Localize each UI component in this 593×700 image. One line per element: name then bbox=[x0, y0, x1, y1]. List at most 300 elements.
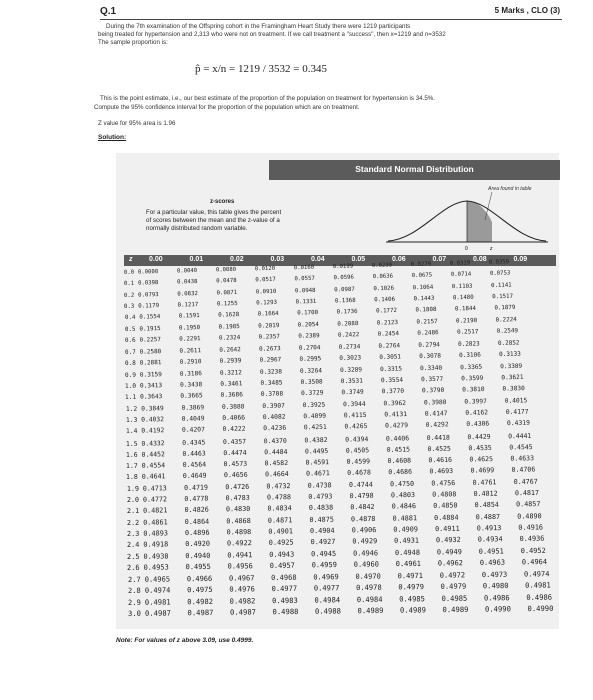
table-cell: 0.4573 bbox=[223, 459, 248, 469]
table-cell: 0.4896 bbox=[184, 528, 210, 537]
table-cell: 0.0319 bbox=[449, 260, 471, 267]
row-z-value: 2.2 bbox=[126, 518, 140, 527]
table-cell: 0.4979 bbox=[440, 581, 466, 592]
row-z-value: 2.3 bbox=[126, 529, 140, 538]
row-z-value: 1.2 bbox=[125, 405, 137, 413]
table-cell: 0.1293 bbox=[256, 299, 278, 307]
table-cell: 0.4817 bbox=[514, 488, 539, 498]
table-cell: 0.4761 bbox=[472, 478, 497, 487]
table-cell: 0.4222 bbox=[222, 425, 246, 434]
table-cell: 0.4987 bbox=[187, 607, 214, 618]
table-cell: 0.2486 bbox=[417, 330, 439, 337]
table-cell: 0.4821 bbox=[142, 506, 168, 516]
proportion-formula: p̂ = x/n = 1219 / 3532 = 0.345 bbox=[195, 63, 327, 75]
table-cell: 0.4671 bbox=[306, 469, 331, 479]
table-note: Note: For values of z above 3.09, use 0.4999. bbox=[116, 637, 254, 644]
table-cell: 0.1406 bbox=[374, 296, 396, 304]
table-cell: 0.4977 bbox=[313, 583, 340, 593]
table-cell: 0.4162 bbox=[464, 409, 488, 417]
table-cell: 0.4236 bbox=[263, 424, 287, 433]
row-z-value: 2.1 bbox=[126, 507, 139, 516]
table-cell: 0.4890 bbox=[517, 511, 542, 521]
table-cell: 0.4966 bbox=[186, 573, 212, 584]
table-cell: 0.4989 bbox=[442, 604, 469, 615]
table-cell: 0.4976 bbox=[228, 584, 255, 595]
table-cell: 0.4641 bbox=[142, 472, 166, 482]
table-cell: 0.4803 bbox=[390, 490, 415, 500]
table-cell: 0.1950 bbox=[178, 324, 200, 332]
table-cell: 0.2734 bbox=[338, 343, 361, 351]
table-cell: 0.1879 bbox=[493, 305, 515, 312]
table-cell: 0.3051 bbox=[379, 353, 402, 362]
table-cell: 0.4875 bbox=[309, 515, 334, 524]
row-z-value: 0.1 bbox=[124, 281, 135, 288]
table-cell: 0.3365 bbox=[460, 363, 483, 371]
table-cell: 0.4382 bbox=[304, 435, 328, 444]
table-cell: 0.4357 bbox=[222, 437, 247, 446]
table-cell: 0.4418 bbox=[426, 433, 450, 442]
table-cell: 0.3212 bbox=[220, 368, 243, 377]
table-cell: 0.4664 bbox=[265, 470, 290, 479]
table-cell: 0.4985 bbox=[441, 593, 468, 603]
table-cell: 0.4812 bbox=[473, 489, 498, 498]
table-cell: 0.4525 bbox=[427, 444, 452, 453]
table-cell: 0.4949 bbox=[437, 547, 463, 556]
table-cell: 0.2910 bbox=[179, 358, 202, 367]
table-cell: 0.4965 bbox=[144, 574, 170, 584]
table-cell: 0.1628 bbox=[217, 312, 239, 319]
table-cell: 0.4946 bbox=[353, 548, 379, 558]
table-cell: 0.4973 bbox=[481, 569, 507, 580]
normal-curve-figure bbox=[380, 190, 555, 252]
table-cell: 0.2088 bbox=[336, 320, 359, 328]
table-cell: 0.3708 bbox=[261, 390, 284, 399]
row-z-value: 2.7 bbox=[127, 574, 141, 585]
table-cell: 0.4633 bbox=[510, 454, 535, 463]
table-cell: 0.4772 bbox=[142, 495, 167, 504]
table-cell: 0.4936 bbox=[519, 534, 545, 544]
row-z-value: 3.0 bbox=[127, 608, 142, 618]
row-z-value: 2.6 bbox=[127, 563, 141, 572]
table-cell: 0.4429 bbox=[467, 432, 491, 441]
question-number: Q.1 bbox=[100, 6, 117, 17]
table-cell: 0.4990 bbox=[527, 603, 554, 614]
table-cell: 0.4951 bbox=[479, 546, 505, 556]
table-cell: 0.4986 bbox=[483, 592, 510, 603]
table-description: For a particular value, this table gives the percent of scores between the mean and the z-value of a normally distributed random variable. bbox=[146, 209, 282, 232]
table-cell: 0.4990 bbox=[484, 604, 511, 614]
z-scores-label: z-scores bbox=[210, 199, 235, 205]
table-cell: 0.3686 bbox=[220, 391, 244, 400]
table-cell: 0.4906 bbox=[351, 525, 377, 535]
table-cell: 0.4918 bbox=[143, 540, 169, 549]
table-cell: 0.4713 bbox=[142, 483, 167, 493]
table-cell: 0.4956 bbox=[228, 561, 254, 571]
table-cell: 0.4370 bbox=[263, 436, 287, 445]
table-cell: 0.4099 bbox=[302, 412, 326, 421]
table-cell: 0.3340 bbox=[420, 364, 443, 372]
row-z-value: 0.4 bbox=[124, 314, 136, 322]
table-cell: 0.4838 bbox=[308, 503, 333, 513]
axis-z-label: z bbox=[490, 246, 493, 252]
table-cell: 0.2054 bbox=[297, 321, 319, 329]
table-cell: 0.4131 bbox=[383, 410, 407, 419]
table-cell: 0.0359 bbox=[488, 259, 510, 266]
table-cell: 0.2704 bbox=[298, 344, 321, 352]
table-cell: 0.4251 bbox=[303, 424, 327, 432]
row-z-value: 1.1 bbox=[125, 394, 137, 402]
table-cell: 0.4927 bbox=[310, 537, 336, 547]
table-cell: 0.4693 bbox=[429, 467, 454, 476]
table-cell: 0.4893 bbox=[143, 529, 169, 538]
row-z-value: 0.6 bbox=[124, 337, 136, 344]
table-cell: 0.4960 bbox=[354, 560, 380, 569]
table-cell: 0.4332 bbox=[141, 438, 165, 448]
table-cell: 0.4987 bbox=[144, 608, 172, 618]
table-cell: 0.3643 bbox=[140, 393, 163, 401]
row-z-value: 0.9 bbox=[125, 371, 137, 379]
table-cell: 0.4884 bbox=[433, 513, 459, 522]
table-cell: 0.4881 bbox=[392, 513, 417, 523]
table-cell: 0.3849 bbox=[140, 404, 164, 413]
z-value-line: Z value for 95% area is 1.96 bbox=[98, 120, 176, 127]
table-cell: 0.4599 bbox=[346, 457, 371, 466]
table-cell: 0.0120 bbox=[254, 265, 276, 273]
table-cell: 0.0000 bbox=[137, 269, 159, 276]
table-title: Standard Normal Distribution bbox=[355, 164, 474, 174]
table-cell: 0.4319 bbox=[506, 419, 530, 428]
table-cell: 0.4979 bbox=[398, 582, 424, 592]
table-cell: 0.4929 bbox=[352, 537, 378, 546]
table-cell: 0.4916 bbox=[518, 523, 544, 532]
table-cell: 0.2580 bbox=[139, 348, 162, 356]
intro-line-3: The sample proportion is: bbox=[98, 39, 168, 46]
table-cell: 0.4985 bbox=[398, 593, 425, 604]
table-cell: 0.4940 bbox=[185, 551, 211, 560]
table-cell: 0.4265 bbox=[344, 423, 368, 431]
table-cell: 0.4864 bbox=[184, 517, 210, 526]
table-cell: 0.1844 bbox=[454, 306, 476, 313]
table-cell: 0.1591 bbox=[178, 313, 200, 320]
table-cell: 0.2549 bbox=[496, 328, 518, 335]
table-cell: 0.4394 bbox=[345, 434, 369, 444]
table-cell: 0.4826 bbox=[184, 505, 209, 515]
table-cell: 0.4726 bbox=[224, 482, 249, 491]
table-cell: 0.3413 bbox=[140, 382, 163, 390]
row-z-value: 1.8 bbox=[126, 473, 139, 482]
table-cell: 0.4656 bbox=[224, 471, 249, 480]
table-cell: 0.4846 bbox=[391, 502, 416, 511]
table-cell: 0.0910 bbox=[255, 288, 277, 296]
table-cell: 0.0239 bbox=[371, 262, 393, 270]
row-z-value: 2.9 bbox=[127, 597, 141, 607]
table-cell: 0.4962 bbox=[438, 558, 464, 568]
row-z-value: 0.3 bbox=[124, 303, 135, 310]
area-label: Area found in table bbox=[488, 186, 532, 192]
table-cell: 0.1517 bbox=[492, 293, 514, 301]
table-cell: 0.4974 bbox=[144, 585, 171, 596]
table-cell: 0.2673 bbox=[258, 345, 281, 353]
estimate-line: This is the point estimate, i.e., our best estimate of the proportion of the population on treatment for hypertension is 34.5%. bbox=[100, 95, 436, 102]
table-cell: 0.4969 bbox=[312, 572, 339, 582]
table-cell: 0.4948 bbox=[395, 548, 421, 557]
table-cell: 0.4987 bbox=[229, 607, 257, 617]
row-z-value: 0.0 bbox=[123, 269, 135, 276]
table-cell: 0.4963 bbox=[480, 558, 506, 567]
table-cell: 0.3830 bbox=[502, 385, 526, 393]
header-rule bbox=[100, 19, 562, 20]
table-cell: 0.4909 bbox=[393, 525, 419, 534]
table-cell: 0.4955 bbox=[186, 562, 212, 571]
row-z-value: 0.5 bbox=[124, 326, 136, 333]
row-z-value: 1.9 bbox=[126, 484, 139, 493]
table-cell: 0.4767 bbox=[513, 477, 538, 486]
table-cell: 0.3790 bbox=[422, 387, 445, 395]
table-cell: 0.3289 bbox=[340, 366, 363, 374]
table-cell: 0.4279 bbox=[384, 422, 408, 430]
row-z-value: 1.6 bbox=[126, 450, 138, 459]
question-marks: 5 Marks , CLO (3) bbox=[494, 6, 560, 15]
table-cell: 0.4545 bbox=[509, 442, 533, 452]
table-cell: 0.2389 bbox=[298, 332, 320, 340]
table-cell: 0.0987 bbox=[334, 286, 356, 293]
table-cell: 0.3186 bbox=[180, 369, 203, 378]
table-cell: 0.4932 bbox=[436, 536, 462, 545]
table-cell: 0.4980 bbox=[482, 581, 509, 591]
row-z-value: 1.5 bbox=[125, 439, 138, 448]
column-header: 0.08 bbox=[473, 256, 487, 263]
table-cell: 0.0832 bbox=[177, 290, 199, 298]
row-z-value: 1.3 bbox=[125, 416, 138, 424]
table-cell: 0.4871 bbox=[267, 515, 293, 525]
table-cell: 0.4981 bbox=[524, 580, 551, 591]
table-cell: 0.3461 bbox=[220, 380, 243, 388]
table-cell: 0.0675 bbox=[411, 272, 433, 280]
column-header: 0.01 bbox=[189, 256, 204, 263]
table-cell: 0.1368 bbox=[335, 297, 357, 305]
table-cell: 0.3554 bbox=[381, 376, 404, 385]
column-header: 0.06 bbox=[392, 256, 406, 263]
table-cell: 0.1480 bbox=[453, 294, 475, 302]
table-cell: 0.3238 bbox=[260, 368, 283, 376]
table-cell: 0.4591 bbox=[305, 458, 330, 467]
table-cell: 0.3665 bbox=[180, 392, 204, 401]
table-cell: 0.4970 bbox=[354, 571, 381, 581]
table-cell: 0.4961 bbox=[396, 559, 422, 568]
table-cell: 0.4941 bbox=[227, 550, 253, 560]
table-cell: 0.2939 bbox=[219, 357, 242, 366]
table-cell: 0.2357 bbox=[258, 333, 280, 341]
intro-line-1: During the 7th examination of the Offspring cohort in the Framingham Heart Study there were 1219 participants bbox=[106, 23, 411, 30]
column-header: 0.00 bbox=[149, 256, 163, 263]
table-cell: 0.0753 bbox=[490, 270, 511, 278]
table-cell: 0.4913 bbox=[476, 523, 502, 533]
table-cell: 0.0517 bbox=[255, 277, 276, 284]
table-cell: 0.1103 bbox=[452, 283, 473, 290]
table-cell: 0.0793 bbox=[138, 291, 160, 299]
table-cell: 0.4857 bbox=[515, 500, 541, 509]
row-z-value: 0.8 bbox=[124, 360, 136, 368]
column-header: 0.07 bbox=[432, 256, 447, 263]
table-cell: 0.2190 bbox=[455, 317, 477, 325]
table-cell: 0.3621 bbox=[501, 373, 524, 382]
table-cell: 0.4938 bbox=[143, 551, 169, 561]
table-cell: 0.3531 bbox=[340, 377, 364, 386]
table-cell: 0.0948 bbox=[295, 287, 316, 294]
row-z-value: 2.5 bbox=[127, 552, 140, 561]
table-cell: 0.4616 bbox=[428, 455, 453, 465]
table-cell: 0.1700 bbox=[296, 310, 318, 317]
table-cell: 0.3078 bbox=[419, 352, 442, 361]
table-cell: 0.4953 bbox=[143, 563, 170, 572]
table-cell: 0.4898 bbox=[226, 527, 252, 537]
table-cell: 0.2324 bbox=[218, 334, 241, 342]
table-cell: 0.4732 bbox=[265, 481, 291, 491]
table-cell: 0.4986 bbox=[526, 592, 552, 602]
table-cell: 0.4925 bbox=[268, 538, 294, 548]
table-cell: 0.2852 bbox=[497, 339, 520, 348]
table-cell: 0.4952 bbox=[520, 546, 547, 555]
table-cell: 0.2995 bbox=[299, 355, 322, 364]
table-cell: 0.2517 bbox=[456, 329, 479, 336]
table-cell: 0.4463 bbox=[182, 449, 206, 458]
table-cell: 0.4686 bbox=[388, 468, 413, 477]
table-cell: 0.4808 bbox=[431, 490, 457, 499]
table-cell: 0.4830 bbox=[225, 505, 251, 514]
table-cell: 0.2019 bbox=[257, 322, 280, 330]
table-cell: 0.3869 bbox=[181, 403, 204, 412]
row-z-value: 2.8 bbox=[127, 586, 141, 596]
table-cell: 0.0871 bbox=[216, 289, 238, 297]
table-cell: 0.4706 bbox=[511, 465, 536, 475]
table-cell: 0.0398 bbox=[138, 280, 159, 287]
table-cell: 0.1443 bbox=[413, 295, 435, 303]
table-cell: 0.2967 bbox=[259, 356, 282, 365]
table-cell: 0.3888 bbox=[221, 403, 245, 411]
question-header bbox=[100, 6, 560, 20]
table-cell: 0.4854 bbox=[474, 501, 499, 510]
z-column-header: z bbox=[129, 256, 133, 263]
table-cell: 0.4306 bbox=[466, 420, 490, 429]
table-cell: 0.4015 bbox=[504, 396, 527, 405]
table-cell: 0.4959 bbox=[312, 560, 338, 570]
table-cell: 0.0438 bbox=[177, 279, 198, 286]
table-cell: 0.2454 bbox=[377, 331, 399, 338]
table-cell: 0.2291 bbox=[178, 335, 201, 343]
row-z-value: 1.4 bbox=[125, 427, 138, 436]
table-title-bar bbox=[269, 160, 560, 180]
table-cell: 0.4564 bbox=[182, 460, 207, 470]
table-cell: 0.4989 bbox=[399, 605, 427, 615]
table-cell: 0.2123 bbox=[376, 319, 398, 327]
row-z-value: 2.0 bbox=[126, 495, 139, 504]
table-cell: 0.3962 bbox=[383, 399, 406, 408]
table-cell: 0.0279 bbox=[410, 261, 432, 268]
table-cell: 0.4032 bbox=[140, 416, 164, 424]
table-cell: 0.4972 bbox=[439, 570, 465, 580]
table-cell: 0.4115 bbox=[343, 411, 367, 420]
table-cell: 0.3438 bbox=[180, 381, 203, 389]
table-cell: 0.4738 bbox=[307, 481, 332, 490]
table-cell: 0.3389 bbox=[500, 362, 523, 370]
column-header: 0.02 bbox=[230, 256, 244, 263]
table-cell: 0.1026 bbox=[373, 285, 395, 292]
table-cell: 0.4554 bbox=[141, 461, 166, 470]
table-cell: 0.4649 bbox=[183, 471, 207, 481]
table-cell: 0.4977 bbox=[271, 584, 297, 594]
row-z-value: 2.4 bbox=[127, 540, 140, 550]
table-cell: 0.4887 bbox=[475, 512, 501, 521]
table-cell: 0.3907 bbox=[261, 402, 285, 410]
row-z-value: 1.0 bbox=[125, 382, 137, 390]
table-cell: 0.4484 bbox=[264, 447, 288, 457]
table-cell: 0.4582 bbox=[264, 459, 289, 468]
table-cell: 0.3770 bbox=[382, 388, 405, 396]
solution-label: Solution: bbox=[98, 134, 127, 141]
table-cell: 0.4984 bbox=[314, 594, 341, 605]
table-cell: 0.2881 bbox=[139, 359, 162, 368]
table-cell: 0.4968 bbox=[270, 572, 297, 583]
table-cell: 0.3997 bbox=[463, 397, 487, 406]
table-cell: 0.4981 bbox=[144, 597, 171, 607]
task-line: Compute the 95% confidence interval for the proportion of the population which are on treatment. bbox=[94, 104, 360, 111]
table-cell: 0.4505 bbox=[345, 446, 370, 455]
table-cell: 0.3106 bbox=[459, 351, 482, 360]
table-cell: 0.3729 bbox=[301, 389, 324, 398]
table-cell: 0.1736 bbox=[336, 309, 358, 316]
table-cell: 0.1217 bbox=[177, 301, 199, 309]
table-cell: 0.3577 bbox=[421, 375, 444, 384]
table-cell: 0.0714 bbox=[450, 271, 472, 279]
table-cell: 0.4878 bbox=[350, 514, 376, 523]
table-cell: 0.1664 bbox=[257, 311, 279, 318]
table-cell: 0.4975 bbox=[186, 585, 213, 595]
table-cell: 0.4625 bbox=[469, 455, 494, 464]
table-cell: 0.4744 bbox=[348, 480, 373, 489]
table-cell: 0.1985 bbox=[218, 323, 240, 331]
table-cell: 0.3133 bbox=[499, 350, 521, 359]
axis-zero-label: 0 bbox=[465, 246, 468, 252]
table-cell: 0.2611 bbox=[179, 347, 202, 355]
table-cell: 0.0596 bbox=[333, 274, 355, 282]
table-cell: 0.4983 bbox=[271, 595, 298, 605]
table-cell: 0.1808 bbox=[414, 307, 437, 314]
column-header: 0.03 bbox=[270, 256, 285, 263]
table-cell: 0.4719 bbox=[183, 483, 208, 492]
table-cell: 0.4989 bbox=[357, 605, 384, 616]
table-cell: 0.0199 bbox=[332, 263, 354, 271]
row-z-value: 0.2 bbox=[124, 292, 135, 299]
table-cell: 0.1915 bbox=[139, 325, 161, 333]
table-cell: 0.3810 bbox=[462, 386, 486, 394]
table-cell: 0.3925 bbox=[302, 401, 325, 409]
table-cell: 0.4861 bbox=[143, 517, 168, 527]
table-cell: 0.3485 bbox=[260, 379, 283, 387]
table-cell: 0.4699 bbox=[470, 466, 495, 476]
column-header: 0.04 bbox=[311, 256, 325, 263]
table-cell: 0.2642 bbox=[219, 346, 241, 354]
table-cell: 0.2157 bbox=[416, 318, 438, 326]
table-cell: 0.4292 bbox=[425, 421, 449, 430]
table-cell: 0.4177 bbox=[505, 408, 529, 416]
table-cell: 0.4931 bbox=[394, 536, 420, 546]
table-cell: 0.4441 bbox=[508, 431, 532, 440]
table-cell: 0.4988 bbox=[272, 606, 299, 617]
table-cell: 0.4147 bbox=[424, 410, 448, 418]
table-cell: 0.3749 bbox=[341, 389, 365, 397]
table-cell: 0.1141 bbox=[491, 282, 513, 289]
table-cell: 0.0080 bbox=[215, 266, 237, 274]
